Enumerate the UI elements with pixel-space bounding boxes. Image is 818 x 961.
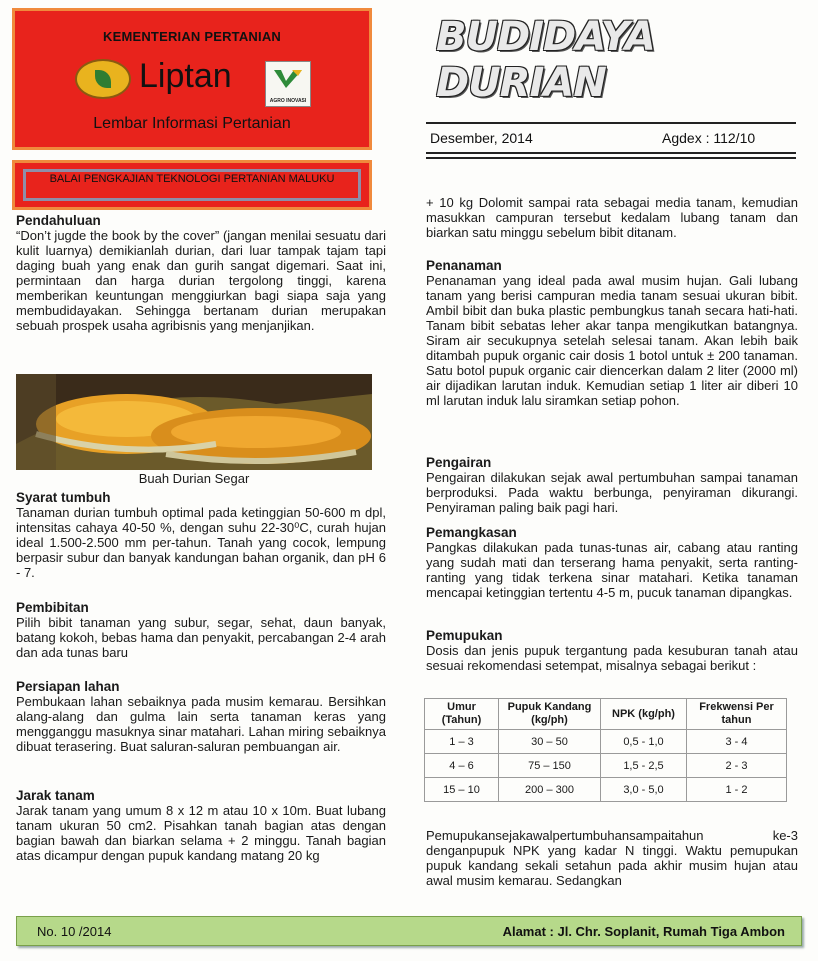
table-cell: 0,5 - 1,0 <box>601 730 687 754</box>
table-header: Pupuk Kandang (kg/ph) <box>499 699 601 730</box>
table-cell: 4 – 6 <box>425 754 499 778</box>
section-text: “Don’t jugde the book by the cover” (jangan menilai sesuatu dari kulit luarnya) demikianlah durian, dari luar tampak tajam tapi daging buah yang enak dan gurih sangat digemari. Saat ini, permintaan dan harga durian tergolong tinggi, karena memberikan keuntungan menggiurkan bagi siapa saja yang membudidayakan. Sehingga bertanam durian merupakan sebuah prospek usaha agribisnis yang menjanjikan. <box>16 228 386 333</box>
section-text: Pengairan dilakukan sejak awal pertumbuhan sampai tanaman berproduksi. Pada waktu berbunga, penyiraman dikurangi. Penyiraman paling baik pagi hari. <box>426 470 798 515</box>
section-pemangkasan <box>426 525 798 600</box>
table-cell: 30 – 50 <box>499 730 601 754</box>
header-subtitle: Lembar Informasi Pertanian <box>93 115 291 132</box>
section-penutup <box>426 828 798 888</box>
section-syarat-tumbuh <box>16 490 386 580</box>
durian-photo <box>16 374 372 470</box>
section-pembibitan <box>16 600 386 660</box>
table-cell: 1 - 2 <box>687 778 787 802</box>
section-text: Penanaman yang ideal pada awal musim hujan. Gali lubang tanam yang berisi campuran media tanam sesuai ukuran bibit. Ambil bibit dan buka plastic pembungkus tanah secara hati-hati. Tanam bibit sebatas leher akar tanpa mengikutkan batangnya. Siram air secukupnya setelah selesai tanam. Akan lebih baik ditambah pupuk organic cair dosis 1 botol untuk ± 200 tanaman. Satu botol pupuk organic cair diencerkan dalam 2 liter (2000 ml) air dijadikan larutan induk. Kemudian setiap 1 liter air diberi 10 ml larutan induk lalu siramkan setiap pohon. <box>426 273 798 408</box>
section-text: Dosis dan jenis pupuk tergantung pada kesuburan tanah atau sesuai rekomendasi setempat, misalnya sebagai berikut : <box>426 643 798 673</box>
document-title: BUDIDAYA DURIAN <box>436 14 655 106</box>
section-text: + 10 kg Dolomit sampai rata sebagai media tanam, kemudian masukkan campuran tersebut kedalam lubang tanam dan biarkan satu minggu sebelum bibit ditanam. <box>426 195 798 240</box>
issue-date: Desember, 2014 <box>430 130 533 146</box>
header-banner <box>12 8 372 150</box>
section-jarak-tanam <box>16 788 386 863</box>
table-row <box>425 754 787 778</box>
table-cell: 1,5 - 2,5 <box>601 754 687 778</box>
agro-logo-text: AGRO INOVASI <box>269 98 307 104</box>
section-text: Pilih bibit tanaman yang subur, segar, sehat, daun banyak, batang kokoh, bebas hama dan penyakit, percabangan 2-4 arah dan ada tunas baru <box>16 615 386 660</box>
footer-bar <box>16 916 802 946</box>
table-cell: 75 – 150 <box>499 754 601 778</box>
agro-inovasi-logo-icon <box>265 61 311 107</box>
section-text: Pembukaan lahan sebaiknya pada musim kemarau. Bersihkan alang-alang dan gulma lain serta tanaman keras yang mengganggu masuknya sinar matahari. Lahan miring sebaiknya dibuat terasering. Buat saluran-saluran pembuangan air. <box>16 694 386 754</box>
agdex-code: Agdex : 112/10 <box>662 130 756 146</box>
table-cell: 3 - 4 <box>687 730 787 754</box>
section-text: Jarak tanam yang umum 8 x 12 m atau 10 x 10m. Buat lubang tanam ukuran 50 cm2. Pisahkan tanah bagian atas dengan bagian bawah dan biarkan selama + 2 minggu. Tanah bagian atas dicampur dengan pupuk kandang matang 20 kg <box>16 803 386 863</box>
table-cell: 200 – 300 <box>499 778 601 802</box>
section-persiapan-lahan <box>16 679 386 754</box>
table-header: Frekwensi Per tahun <box>687 699 787 730</box>
table-cell: 15 – 10 <box>425 778 499 802</box>
section-heading: Jarak tanam <box>16 788 95 803</box>
institute-label: BALAI PENGKAJIAN TEKNOLOGI PERTANIAN MALUKU <box>23 169 361 201</box>
section-text: Pangkas dilakukan pada tunas-tunas air, cabang atau ranting yang sudah mati dan terserang hama penyakit, serta ranting-ranting yang tidak terkena sinar matahari. Ketika tanaman mencapai ketinggian tertentu 4-5 m, pucuk tanaman dipangkas. <box>426 540 798 600</box>
section-text: Pemupukansejakawalpertumbuhansampaitahun ke-3 denganpupuk NPK yang kadar N tinggi. Waktu pemupukan pupuk kandang sekali setahun pada akhir musim hujan atau awal musim kemarau. Sedangkan <box>426 828 798 888</box>
meta-rule <box>426 152 796 154</box>
table-row <box>425 778 787 802</box>
section-pemupukan <box>426 628 798 673</box>
section-text: Tanaman durian tumbuh optimal pada ketinggian 50-600 m dpl, intensitas cahaya 40-50 %, dengan suhu 22-30⁰C, curah hujan ideal 1.500-2.500 mm per-tahun. Tanah yang cocok, lempung berpasir subur dan banyak kandungan bahan organik, dan pH 6 - 7. <box>16 505 386 580</box>
fertilizer-table-wrap <box>424 698 787 802</box>
section-heading: Pengairan <box>426 455 492 470</box>
footer-address: Alamat : Jl. Chr. Soplanit, Rumah Tiga Ambon <box>502 924 785 939</box>
brand-title: Liptan <box>139 57 232 95</box>
table-header-row <box>425 699 787 730</box>
section-penanaman <box>426 258 798 408</box>
ministry-logo-icon <box>75 59 131 99</box>
section-pendahuluan <box>16 213 386 333</box>
ministry-label: KEMENTERIAN PERTANIAN <box>102 29 282 44</box>
section-heading: Penanaman <box>426 258 502 273</box>
issue-number: No. 10 /2014 <box>37 924 112 939</box>
table-cell: 2 - 3 <box>687 754 787 778</box>
section-lanjutan <box>426 195 798 240</box>
title-rule <box>426 122 796 124</box>
meta-rule-double <box>426 157 796 159</box>
photo-caption: Buah Durian Segar <box>138 471 250 486</box>
table-header: NPK (kg/ph) <box>601 699 687 730</box>
table-cell: 3,0 - 5,0 <box>601 778 687 802</box>
section-heading: Pemupukan <box>426 628 503 643</box>
table-row <box>425 730 787 754</box>
section-heading: Pembibitan <box>16 600 89 615</box>
section-heading: Persiapan lahan <box>16 679 120 694</box>
table-header: Umur (Tahun) <box>425 699 499 730</box>
institute-banner <box>12 160 372 210</box>
table-cell: 1 – 3 <box>425 730 499 754</box>
section-pengairan <box>426 455 798 515</box>
section-heading: Pemangkasan <box>426 525 517 540</box>
section-heading: Syarat tumbuh <box>16 490 111 505</box>
section-heading: Pendahuluan <box>16 213 101 228</box>
fertilizer-table <box>424 698 787 802</box>
